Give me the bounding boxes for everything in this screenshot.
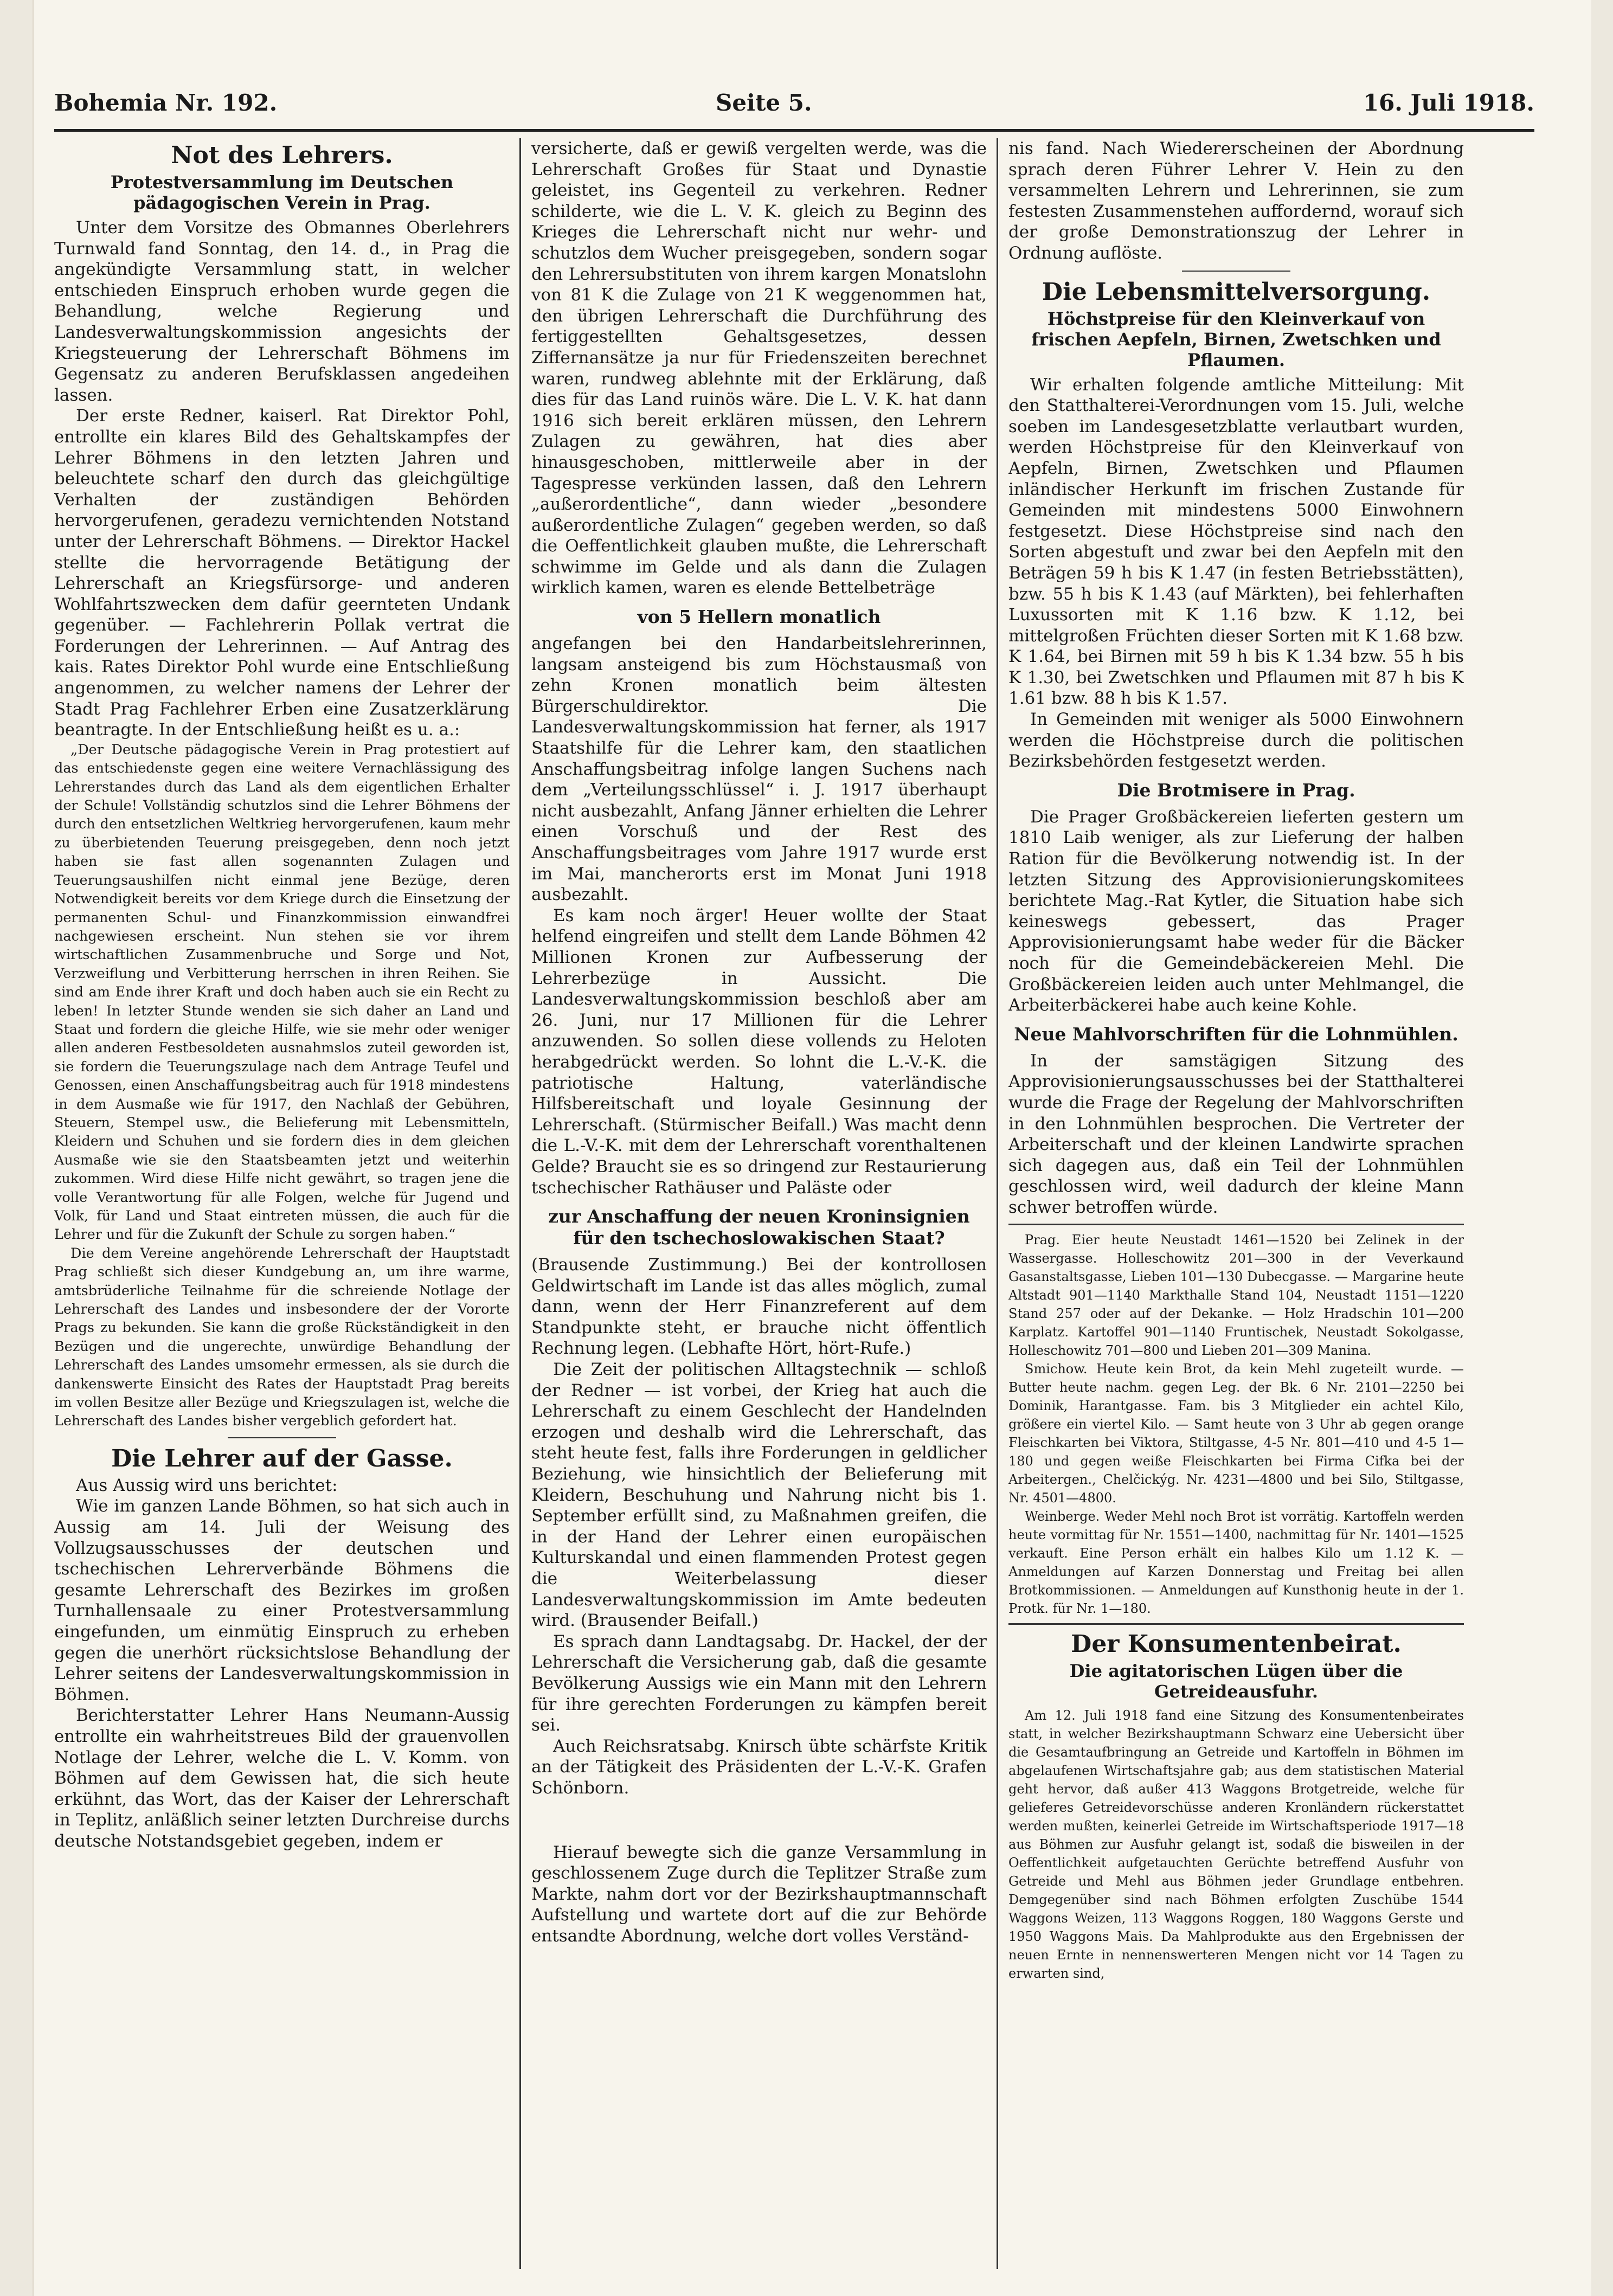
paragraph: Aus Aussig wird uns berichtet: xyxy=(76,1475,338,1495)
section-heading: Die Brotmisere in Prag. xyxy=(1117,779,1355,801)
notice-smichow: Smichow. Heute kein Brot, da kein Mehl zugeteilt wurde. — Butter heute nachm. gegen Leg. der Bk. 6 Nr. 2101—2250 bei Dominik, Harantgasse. Fam. bis 3 Mitglieder ein achtel Kilo, größere ein viertel Kilo. — Samt heute von 3 Uhr ab gegen orange Fleischkarten bei Viktora, Stiltgasse, 4-5 Nr. 801—410 und 4-5 1—180 und gegen weiße Fleischkarten bei Firma Cifka bei der Arbeitergen., Chelčickýg. Nr. 4231—4800 und bei Silo, Stiltgasse, Nr. 4501—4800. xyxy=(1008,1361,1464,1506)
paragraph: (Brausende Zustimmung.) Bei der kontrollosen Geldwirtschaft im Lande ist das alles möglich, zumal dann, wenn der Herr Finanzreferent auf dem Standpunkte steht, er brauche nicht öffentlich Rechnung legen. (Lebhafte Hört, hört-Rufe.) xyxy=(531,1255,987,1359)
paragraph: Wie im ganzen Lande Böhmen, so hat sich auch in Aussig am 14. Juli der Weisung des Vollzugsausschusses der deutschen und tschechischen Lehrerverbände Böhmens die gesamte Lehrerschaft des Bezirkes im großen Turnhallensaale zu einer Protestversammlung eingefunden, um einmütig Einspruch zu erheben gegen die unerhört rücksichtslose Behandlung der Lehrer seitens der Landesverwaltungskommission in Böhmen. xyxy=(54,1496,510,1705)
paragraph: versicherte, daß er gewiß vergelten werde, was die Lehrerschaft Großes für Staat und Dynastie geleistet, ins Gegenteil zu verkehren. Redner schilderte, wie die L. V. K. gleich zu Beginn des Krieges die Lehrerschaft nicht nur wehr- und schutzlos dem Wucher preisgegeben, sondern sogar den Lehrersubstituten von ihrem kargen Monatslohn von 81 K die Zulage von 21 K weggenommen hat, den übrigen Lehrerschaft die Durchführung des fertiggestellten Gehaltsgesetzes, dessen Ziffernansätze ja nur für Friedenszeiten berechnet waren, rundweg ablehnte mit der Erklärung, daß dies für das Land ruinös wäre. Die L. V. K. hat dann 1916 sich bereit erklären müssen, den Lehrern Zulagen zu gewähren, hat dies aber hinausgeschoben, mittlerweile aber in der Tagespresse verkünden lassen, daß den Lehrern „außerordentliche“, dann wieder „besondere außerordentliche Zulagen“ gegeben werden, so daß die Oeffentlichkeit glauben mußte, die Lehrerschaft schwimme im Gelde und als dann die Zulagen wirklich kamen, waren es elende Bettelbeträge xyxy=(531,139,987,598)
section-heading: zur Anschaffung der neuen Kroninsignien für den tschechoslowakischen Staat? xyxy=(548,1206,970,1249)
header-page-number: Seite 5. xyxy=(716,89,812,116)
paragraph: Wir erhalten folgende amtliche Mitteilung: Mit den Statthalterei-Verordnungen vom 15. Juli, welche soeben im Landesgesetzblatte verlautbart wurden, werden Höchstpreise für den Kleinverkauf von Aepfeln, Birnen, Zwetschken und Pflaumen inländischer Herkunft im frischen Zustande für Gemeinden mit mindestens 5000 Einwohnern festgesetzt. Diese Höchstpreise sind nach den Sorten abgestuft und zwar bei den Aepfeln mit den Beträgen 59 h bis K 1.47 (in festen Betriebsstätten), bzw. 55 h bis K 1.43 (auf Märkten), bei fehlerhaften Luxussorten mit K 1.16 bzw. K 1.12, bei mittelgroßen Früchten dieser Sorten mit K 1.68 bzw. K 1.64, bei Birnen mit 59 h bis K 1.34 bzw. 55 h bis K 1.30, bei Zwetschken und Pflaumen mit 87 h bis K 1.61 bzw. 88 h bis K 1.57. xyxy=(1008,375,1464,709)
column-2 xyxy=(531,138,987,2269)
paragraph: In der samstägigen Sitzung des Approvisionierungsausschusses bei der Statthalterei wurde die Frage der Regelung der Mahlvorschriften in den Lohnmühlen besprochen. Die Vertreter der Arbeiterschaft und der kleinen Landwirte sprachen sich dagegen aus, daß ein Teil der Lohnmühlen geschlossen wird, weil dadurch der kleine Mann schwer betroffen würde. xyxy=(1008,1051,1464,1217)
section-heading: von 5 Hellern monatlich xyxy=(637,606,881,628)
separator xyxy=(1008,1623,1464,1625)
paragraph: Auch Reichsratsabg. Knirsch übte schärfste Kritik an der Tätigkeit des Präsidenten der L.-V.-K. Grafen Schönborn. xyxy=(531,1736,987,1798)
separator xyxy=(1182,271,1290,272)
column-divider-2 xyxy=(997,138,998,2269)
paragraph: Die Zeit der politischen Alltagstechnik — schloß der Redner — ist vorbei, der Krieg hat auch die Lehrerschaft zu einem Geschlecht der Handelnden erzogen und deshalb wird die Lehrerschaft, das steht heute fest, falls ihre Forderungen in geldlicher Beziehung, wie hinsichtlich der Belieferung mit Kleidern, Beschuhung und Nahrung nicht bis 1. September erfüllt sind, zu Maßnahmen greifen, die in der Hand der Lehrer einen europäischen Kulturskandal und einen flammenden Protest gegen die Weiterbelassung dieser Landesverwaltungskommission im Amte bedeuten wird. (Brausender Beifall.) xyxy=(531,1360,987,1631)
paragraph: nis fand. Nach Wiedererscheinen der Abordnung sprach deren Führer Lehrer V. Hein zu den versammelten Lehrern und Lehrerinnen, sie zum festesten Zusammenstehen auffordernd, worauf sich der große Demonstrationszug der Lehrer in Ordnung auflöste. xyxy=(1008,139,1464,263)
section-heading: Neue Mahlvorschriften für die Lohnmühlen. xyxy=(1014,1023,1458,1045)
article-subtitle: Die agitatorischen Lügen über die Getreideausfuhr. xyxy=(1069,1660,1403,1702)
paragraph: Die dem Vereine angehörende Lehrerschaft der Hauptstadt Prag schließt sich dieser Kundgebung an, um ihre warme, amtsbrüderliche Teilnahme für die schreiende Notlage der Lehrerschaft des Landes und insbesondere der der Vororte Prags zu bekunden. Sie kann die große Rückständigkeit in den Bezügen und die ungerechte, unwürdige Behandlung der Lehrerschaft des Landes umsomehr ermessen, als sie durch die dankenswerte Einsicht des Rates der Hauptstadt Prag bereits im vollen Besitze aller Bezüge und Kriegszulagen ist, welche die Lehrerschaft des Landes bisher vergeblich gefordert hat. xyxy=(54,1245,510,1430)
right-scan-margin xyxy=(1591,0,1613,2296)
article-title-lehrer-auf-der-gasse: Die Lehrer auf der Gasse. xyxy=(111,1444,453,1472)
notice-prag: Prag. Eier heute Neustadt 1461—1520 bei Zelinek in der Wassergasse. Holleschowitz 201—300 in der Veverkaund Gasanstaltsgasse, Lieben 101—130 Dubecgasse. — Margarine heute Altstadt 901—1140 Markthalle Stand 104, Neustadt 1151—1220 Stand 257 oder auf der Dekanke. — Holz Hradschin 101—200 Karplatz. Kartoffel 901—1140 Fruntischek, Neustadt Sokolgasse, Holleschowitz 701—800 und Lieben 201—309 Manina. xyxy=(1008,1232,1464,1358)
separator xyxy=(228,1437,336,1438)
article-subtitle: Protestversammlung im Deutschen pädagogischen Verein in Prag. xyxy=(110,172,454,213)
paragraph: angefangen bei den Handarbeitslehrerinnen, langsam ansteigend bis zum Höchstausmaß von zehn Kronen monatlich beim ältesten Bürgerschuldirektor. Die Landesverwaltungskommission hat ferner, als 1917 Staatshilfe für die Lehrer kam, den staatlichen Anschaffungsbeitrag infolge langen Suchens nach dem „Verteilungsschlüssel“ i. J. 1917 überhaupt nicht ausbezahlt, Anfang Jänner erhielten die Lehrer einen Vorschuß und der Rest des Anschaffungsbeitrages vom Jahre 1917 wurde erst im Mai, mancherorts erst im Monat Juni 1918 ausbezahlt. xyxy=(531,634,987,905)
separator xyxy=(1008,1224,1464,1225)
column-divider-1 xyxy=(519,138,521,2269)
header-issue: Bohemia Nr. 192. xyxy=(54,89,278,116)
spacer xyxy=(531,1799,987,1842)
notice-weinberge: Weinberge. Weder Mehl noch Brot ist vorrätig. Kartoffeln werden heute vormittag für Nr. 1551—1400, nachmittag für Nr. 1401—1525 verkauft. Eine Person erhält ein halbes Kilo um 1.12 K. — Anmeldungen auf Karzen Donnerstag und Freitag bei allen Brotkommissionen. — Anmeldungen auf Kunsthonig heute in der 1. Protk. für Nr. 1—180. xyxy=(1008,1508,1464,1616)
header-date: 16. Juli 1918. xyxy=(1363,89,1534,116)
article-title-lebensmittelversorgung: Die Lebensmittelversorgung. xyxy=(1042,278,1431,306)
header-rule xyxy=(54,129,1534,132)
article-title-not-des-lehrers: Not des Lehrers. xyxy=(171,142,393,169)
column-1 xyxy=(54,138,510,2269)
paragraph: Unter dem Vorsitze des Obmannes Oberlehrers Turnwald fand Sonntag, den 14. d., in Prag die angekündigte Versammlung statt, in welcher entschieden Einspruch erhoben wurde gegen die Behandlung, welche Regierung und Landesverwaltungskommission angesichts der Kriegsteuerung der Lehrerschaft Böhmens im Gegensatz zu anderen Berufsklassen angedeihen lassen. xyxy=(54,218,510,405)
paragraph: In Gemeinden mit weniger als 5000 Einwohnern werden die Höchstpreise durch die politischen Bezirksbehörden festgesetzt werden. xyxy=(1008,710,1464,771)
paragraph: Die Prager Großbäckereien lieferten gestern um 1810 Laib weniger, als zur Lieferung der halben Ration für die Bevölkerung notwendig ist. In der letzten Sitzung des Approvisionierungskomitees berichtete Mag.-Rat Kytler, die Situation habe sich keineswegs gebessert, das Prager Approvisionierungsamt habe weder für die Bäcker noch für die Gemeindebäckereien Mehl. Die Großbäckereien leiden auch unter Mehlmangel, die Arbeiterbäckerei habe auch keine Kohle. xyxy=(1008,807,1464,1015)
paragraph: Hierauf bewegte sich die ganze Versammlung in geschlossenem Zuge durch die Teplitzer Straße zum Markte, nahm dort vor der Bezirkshauptmannschaft Aufstellung und wartete dort auf die zur Behörde entsandte Abordnung, welche dort volles Verständ- xyxy=(531,1842,987,1946)
article-title-konsumentenbeirat: Der Konsumentenbeirat. xyxy=(1071,1630,1402,1658)
article-subtitle: Höchstpreise für den Kleinverkauf von frischen Aepfeln, Birnen, Zwetschken und Pflaumen. xyxy=(1031,308,1441,370)
paragraph: Der erste Redner, kaiserl. Rat Direktor Pohl, entrollte ein klares Bild des Gehaltskampfes der Lehrer Böhmens in den letzten Jahren und beleuchtete scharf den durch das gleichgültige Verhalten der zuständigen Behörden hervorgerufenen, geradezu vernichtenden Notstand unter der Lehrerschaft Böhmens. — Direktor Hackel stellte die hervorragende Betätigung der Lehrerschaft an Kriegsfürsorge- und anderen Wohlfahrtszwecken dem dafür geernteten Undank gegenüber. — Fachlehrerin Pollak vertrat die Forderungen der Lehrerinnen. — Auf Antrag des kais. Rates Direktor Pohl wurde eine Entschließung angenommen, zu welcher namens der Lehrer der Stadt Prag Fachlehrer Erben eine Zusatzerklärung beantragte. In der Entschließung heißt es u. a.: xyxy=(54,406,510,740)
page-header xyxy=(54,89,1534,122)
paragraph: Berichterstatter Lehrer Hans Neumann-Aussig entrollte ein wahrheitstreues Bild der grauenvollen Notlage der Lehrer, welche die L. V. Komm. von Böhmen auf dem Gewissen hat, die sich heute erkühnt, das Wort, das der Kaiser der Lehrerschaft in Teplitz, anläßlich seiner letzten Durchreise durchs deutsche Notstandsgebiet gegeben, indem er xyxy=(54,1706,510,1851)
column-3 xyxy=(1008,138,1464,2269)
paragraph: Am 12. Juli 1918 fand eine Sitzung des Konsumentenbeirates statt, in welcher Bezirkshauptmann Schwarz eine Uebersicht über die Gesamtaufbringung an Getreide und Kartoffeln in Böhmen im abgelaufenen Wirtschaftsjahre gab; aus dem statistischen Material geht hervor, daß außer 413 Waggons Brotgetreide, welche für gelieferes Getreidevorschüsse anderen Kronländern rückerstattet werden mußten, keinerlei Getreide im Wirtschaftsperiode 1917—18 aus Böhmen zur Ausfuhr gelangt ist, sodaß die bisweilen in der Oeffentlichkeit aufgetauchten Gerüchte betreffend Ausfuhr von Getreide und Mehl aus Böhmen jeder Grundlage entbehren. Demgegenüber sind nach Böhmen erfolgten Zuschübe 1544 Waggons Weizen, 113 Waggons Roggen, 180 Waggons Gerste und 1950 Waggons Mais. Da Mahlprodukte aus den Ergebnissen der neuen Ernte in nennenswerteren Mengen nicht vor 14 Tagen zu erwarten sind, xyxy=(1008,1707,1464,1981)
left-scan-margin xyxy=(0,0,34,2296)
paragraph: Es sprach dann Landtagsabg. Dr. Hackel, der der Lehrerschaft die Versicherung gab, daß die gesamte Bevölkerung Aussigs wie ein Mann mit den Lehrern für ihre gerechten Forderungen zu kämpfen bereit sei. xyxy=(531,1631,987,1735)
resolution-quote: „Der Deutsche pädagogische Verein in Prag protestiert auf das entschiedenste gegen eine weitere Vernachlässigung des Lehrerstandes durch das Land als dem eigentlichen Erhalter der Schule! Vollständig schutzlos sind die Lehrer Böhmens der durch den entsetzlichen Weltkrieg hervorgerufenen, kaum mehr zu überbietenden Teuerung preisgegeben, denn noch jetzt haben sie fast allen sogenannten Zulagen und Teuerungsaushilfen nicht einmal jene Bezüge, deren Notwendigkeit bereits vor dem Kriege durch die Einsetzung der permanenten Schul- und Finanzkommission einwandfrei nachgewiesen erscheint. Nun stehen sie vor ihrem wirtschaftlichen Zusammenbruche und Sorge und Not, Verzweiflung und Verbitterung herrschen in ihren Reihen. Sie sind am Ende ihrer Kraft und doch haben auch sie ein Recht zu leben! In letzter Stunde wenden sie sich daher an Land und Staat und fordern die gleiche Hilfe, wie sie mehr oder weniger allen anderen Festbesoldeten ausnahmslos zuteil geworden ist, sie fordern die Teuerungszulage nach dem Antrage Teufel und Genossen, einen Anschaffungsbeitrag auch für 1918 mindestens in dem Ausmaße wie für 1917, den Nachlaß der Gebühren, Steuern, Stempel usw., die Belieferung mit Lebensmitteln, Kleidern und Schuhen und sie fordern dies in dem gleichen Ausmaße wie sie den Staatsbeamten jetzt und weiterhin zukommen. Wird diese Hilfe nicht gewährt, so tragen jene die volle Verantwortung für alle Folgen, welche für Jugend und Volk, für Land und Staat eintreten müssen, die auch für die Lehrer und für die Zukunft der Schule zu sorgen haben.“ xyxy=(54,741,510,1243)
paragraph: Es kam noch ärger! Heuer wollte der Staat helfend eingreifen und stellt dem Lande Böhmen 42 Millionen Kronen zur Aufbesserung der Lehrerbezüge in Aussicht. Die Landesverwaltungskommission beschloß aber am 26. Juni, nur 17 Millionen für die Lehrer anzuwenden. So sollen diese vollends zu Heloten herabgedrückt werden. So lohnt die L.-V.-K. die patriotische Haltung, vaterländische Hilfsbereitschaft und loyale Gesinnung der Lehrerschaft. (Stürmischer Beifall.) Was macht denn die L.-V.-K. mit dem der Lehrerschaft vorenthaltenen Gelde? Braucht sie es so dringend zur Restaurierung tschechischer Rathäuser und Paläste oder xyxy=(531,905,987,1198)
